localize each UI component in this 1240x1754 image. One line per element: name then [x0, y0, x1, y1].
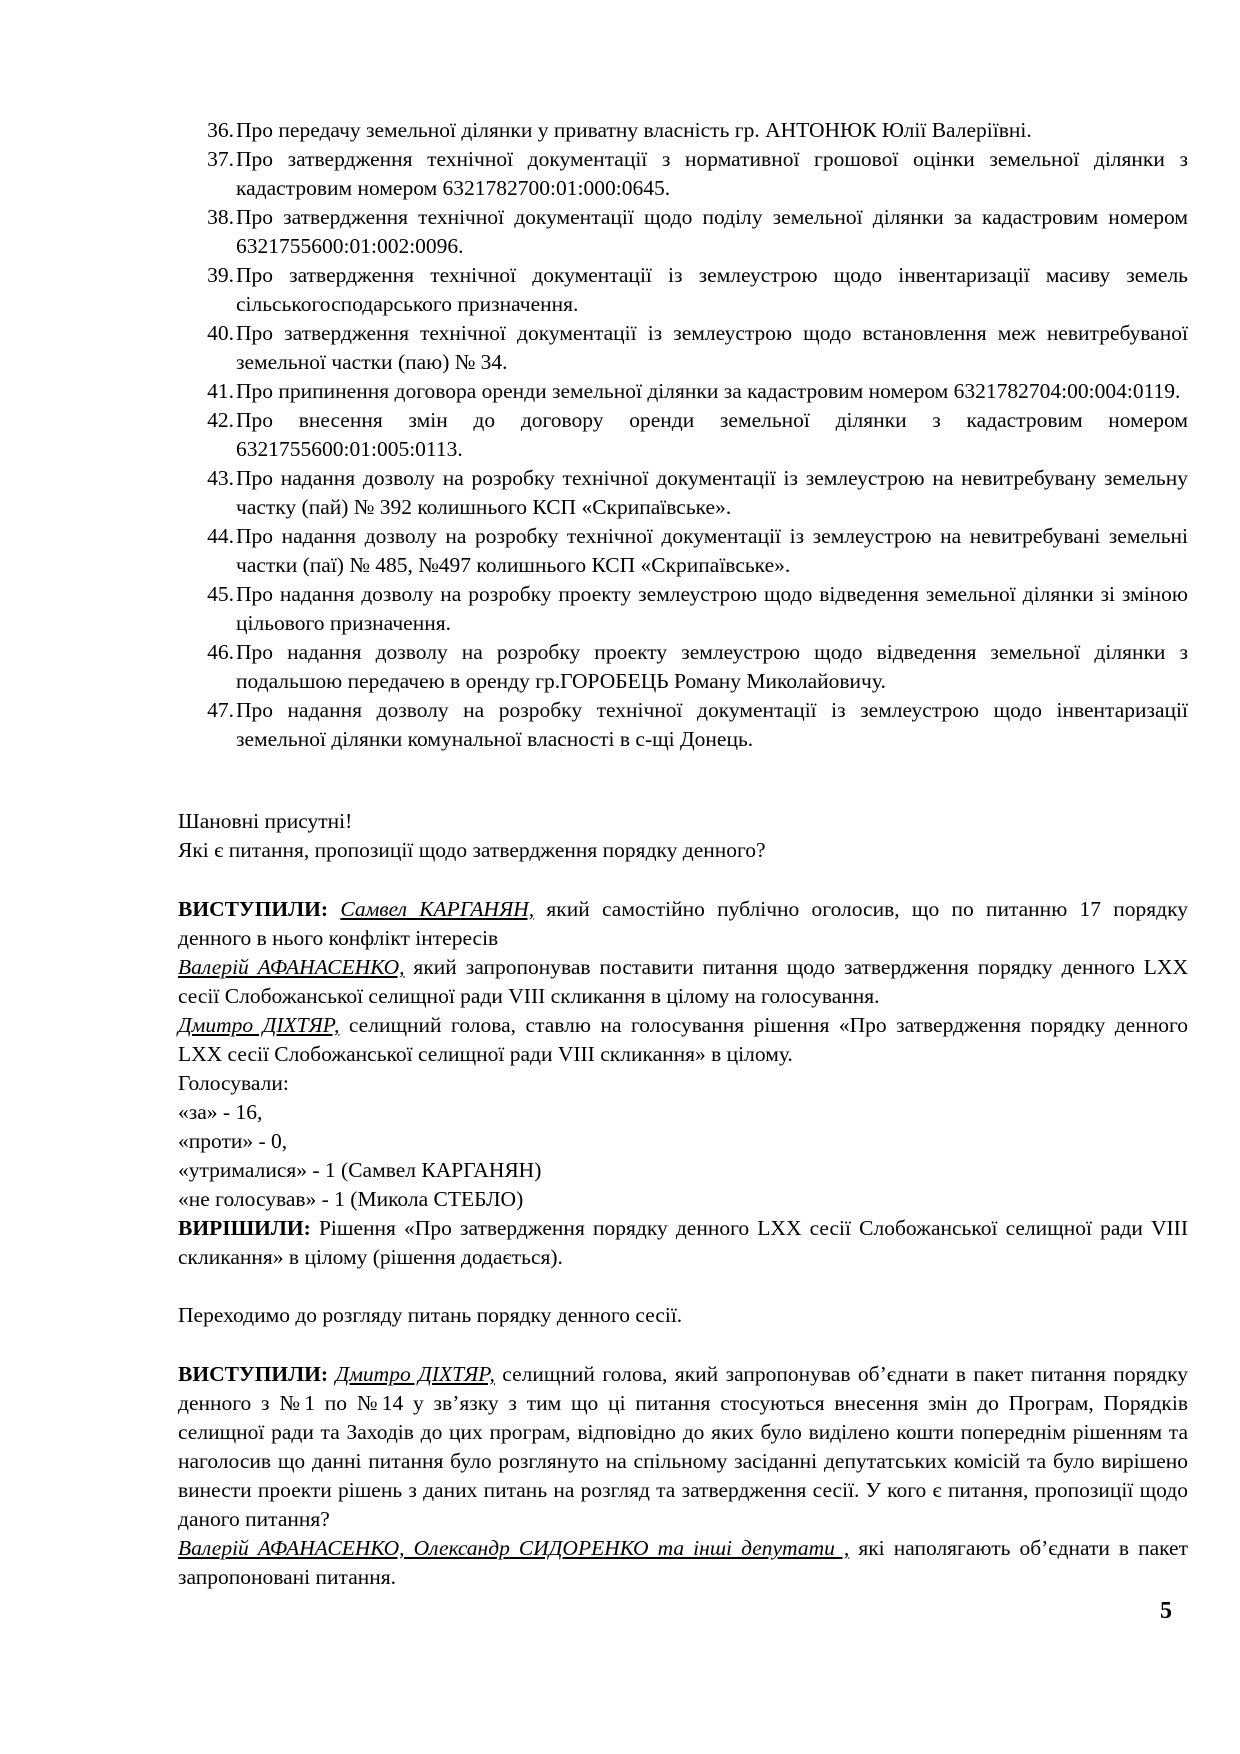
speech-label: ВИСТУПИЛИ: [178, 897, 329, 921]
page-number: 5 [1160, 1598, 1172, 1624]
agenda-item-text: Про затвердження технічної документації із землеустрою щодо інвентаризації масиву земель сільськогосподарського призначення. [236, 263, 1188, 316]
agenda-item-number: 36. [207, 118, 234, 142]
decision-text: Рішення «Про затвердження порядку денного LXX сесії Слобожанської селищної ради VIII скликання» в цілому (рішення додається). [178, 1216, 1188, 1269]
vote-not-voted: «не голосував» - 1 (Микола СТЕБЛО) [178, 1187, 524, 1211]
agenda-item [178, 261, 1188, 319]
agenda-item-number: 47. [207, 698, 234, 722]
agenda-item-text: Про припинення договора оренди земельної ділянки за кадастровим номером 6321782704:00:004:0119. [236, 379, 1181, 403]
greeting [178, 807, 1188, 865]
greeting-line-1: Шановні присутні! [178, 809, 353, 833]
speech-block-1 [178, 895, 1188, 1272]
agenda-item-number: 37. [207, 147, 234, 171]
speaker-name: Дмитро ДІХТЯР, [178, 1013, 340, 1037]
speech-text: який самостійно публічно оголосив, що по питанню 17 порядку денного в нього конфлікт інтересів [178, 897, 1188, 950]
speech-text: який запропонував поставити питання щодо затвердження порядку денного LXX сесії Слобожанської селищної ради VIII скликання в цілому на голосування. [178, 955, 1188, 1008]
vote-for: «за» - 16, [178, 1100, 263, 1124]
vote-abstained: «утрималися» - 1 (Самвел КАРГАНЯН) [178, 1158, 542, 1182]
agenda-item [178, 522, 1188, 580]
agenda-item [178, 638, 1188, 696]
agenda-item [178, 377, 1188, 406]
agenda-item [178, 696, 1188, 754]
agenda-item-text: Про затвердження технічної документації із землеустрою щодо встановлення меж невитребуваної земельної частки (паю) № 34. [236, 321, 1188, 374]
agenda-item [178, 464, 1188, 522]
speaker-name: Валерій АФАНАСЕНКО, [178, 955, 405, 979]
vote-against: «проти» - 0, [178, 1129, 288, 1153]
speech-paragraph [178, 953, 1188, 1011]
agenda-item-number: 46. [207, 640, 234, 664]
agenda-item-number: 42. [207, 408, 234, 432]
speech-paragraph [178, 895, 1188, 953]
agenda-item [178, 203, 1188, 261]
agenda-item [178, 406, 1188, 464]
agenda-item-number: 44. [207, 524, 234, 548]
agenda-item-text: Про надання дозволу на розробку проекту землеустрою щодо відведення земельної ділянки з подальшою передачею в оренду гр.ГОРОБЕЦЬ Роману Миколайовичу. [236, 640, 1188, 693]
agenda-item-text: Про передачу земельної ділянки у приватну власність гр. АНТОНЮК Юлії Валеріївні. [236, 118, 1032, 142]
vote-heading: Голосували: [178, 1071, 289, 1095]
agenda-item [178, 116, 1188, 145]
agenda-item-text: Про затвердження технічної документації щодо поділу земельної ділянки за кадастровим номером 6321755600:01:002:0096. [236, 205, 1188, 258]
agenda-item-number: 39. [207, 263, 234, 287]
speaker-name: Самвел КАРГАНЯН, [340, 897, 535, 921]
agenda-item-number: 41. [207, 379, 234, 403]
agenda-item-number: 45. [207, 582, 234, 606]
speaker-name: Валерій АФАНАСЕНКО, Олександр СИДОРЕНКО та інші депутати , [178, 1536, 850, 1560]
speech-text: селищний голова, який запропонував об’єднати в пакет питання порядку денного з №1 по №14 у зв’язку з тим що ці питання стосуються внесення змін до Програм, Порядків селищної ради та Заходів до цих програм, відповідно до яких було виділено кошти попереднім рішенням та наголосив що данні питання було розглянуто на спільному засіданні депутатських комісій та було вирішено винести проекти рішень з даних питань на розгляд та затвердження сесії. У кого є питання, пропозиції щодо даного питання? [178, 1362, 1189, 1531]
agenda-item-text: Про надання дозволу на розробку технічної документації із землеустрою щодо інвентаризації земельної ділянки комунальної власності в с-щі Донець. [236, 698, 1188, 751]
agenda-item [178, 319, 1188, 377]
agenda-item-number: 40. [207, 321, 234, 345]
speech-block-2 [178, 1360, 1188, 1592]
agenda-item [178, 145, 1188, 203]
transition-text: Переходимо до розгляду питань порядку денного сесії. [178, 1303, 683, 1327]
decision-label: ВИРІШИЛИ: [178, 1216, 311, 1240]
speech-paragraph [178, 1360, 1188, 1534]
agenda-item-text: Про надання дозволу на розробку проекту землеустрою щодо відведення земельної ділянки зі зміною цільового призначення. [236, 582, 1188, 635]
speech-text: які наполягають об’єднати в пакет запропоновані питання. [178, 1536, 1189, 1589]
agenda-item-number: 38. [207, 205, 234, 229]
agenda-list [178, 116, 1188, 754]
speech-text: селищний голова, ставлю на голосування рішення «Про затвердження порядку денного LXX сесії Слобожанської селищної ради VIII скликання» в цілому. [178, 1013, 1189, 1066]
agenda-item-text: Про внесення змін до договору оренди земельної ділянки з кадастровим номером 6321755600:01:005:0113. [236, 408, 1188, 461]
agenda-item-text: Про затвердження технічної документації з нормативної грошової оцінки земельної ділянки з кадастровим номером 6321782700:01:000:0645. [236, 147, 1188, 200]
agenda-item-number: 43. [207, 466, 234, 490]
greeting-line-2: Які є питання, пропозиції щодо затвердження порядку денного? [178, 838, 766, 862]
speech-paragraph [178, 1534, 1188, 1592]
agenda-item-text: Про надання дозволу на розробку технічної документації із землеустрою на невитребувані земельні частки (паї) № 485, №497 колишнього КСП «Скрипаївське». [236, 524, 1188, 577]
decision-paragraph [178, 1214, 1188, 1272]
agenda-item-text: Про надання дозволу на розробку технічної документації із землеустрою на невитребувану земельну частку (пай) № 392 колишнього КСП «Скрипаївське». [236, 466, 1188, 519]
speech-paragraph [178, 1011, 1188, 1069]
speaker-name: Дмитро ДІХТЯР, [335, 1362, 495, 1386]
agenda-item [178, 580, 1188, 638]
speech-label: ВИСТУПИЛИ: [178, 1362, 329, 1386]
